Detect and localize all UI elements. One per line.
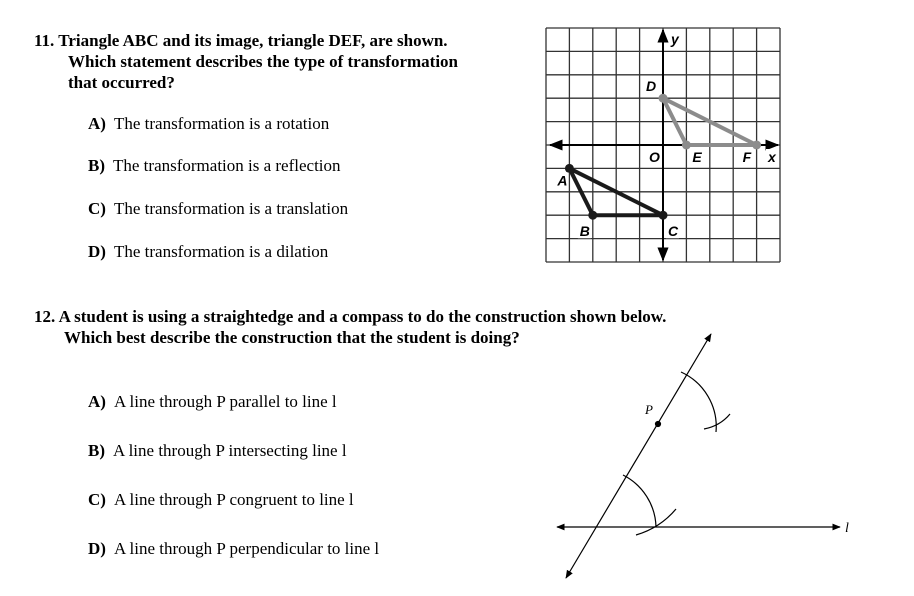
option-letter: C) <box>88 490 106 509</box>
option-text: The transformation is a reflection <box>113 156 341 175</box>
option-letter: B) <box>88 156 105 175</box>
vertex-label-c: C <box>668 223 679 240</box>
vertex-label-f: F <box>742 149 752 165</box>
option-text: The transformation is a dilation <box>113 242 329 261</box>
coordinate-grid <box>546 28 780 262</box>
stem-line: Which statement describes the type of transformation <box>68 52 458 71</box>
option-letter: B) <box>88 441 105 460</box>
vertex-b <box>588 211 597 220</box>
point-p-label: P <box>645 402 653 417</box>
question-number: 12. <box>34 307 56 326</box>
vertex-label-b: B <box>579 223 590 240</box>
vertex-label-d: D <box>646 78 657 95</box>
compass-arc <box>704 414 730 429</box>
y-axis-label: y <box>671 31 679 47</box>
question-number: 11. <box>34 31 55 50</box>
vertex-d <box>659 94 668 103</box>
vertex-label-a: A <box>557 172 568 189</box>
point-p <box>656 422 661 427</box>
vertex-c <box>659 211 668 220</box>
option-text: A line through P congruent to line l <box>113 490 354 509</box>
transversal-line <box>566 334 711 578</box>
vertex-label-e: E <box>692 149 702 165</box>
origin-label: O <box>649 149 660 165</box>
line-l-label: l <box>845 521 849 536</box>
option-letter: D) <box>88 539 106 558</box>
vertex-f <box>752 141 761 150</box>
stem-line: A student is using a straightedge and a compass to do the construction shown below. <box>58 307 667 326</box>
option-letter: D) <box>88 242 106 261</box>
compass-arc <box>623 475 656 527</box>
stem-line: Triangle ABC and its image, triangle DEF, are shown. <box>58 31 448 50</box>
stem-line: that occurred? <box>68 73 175 92</box>
option-letter: C) <box>88 199 106 218</box>
option-text: A line through P intersecting line l <box>113 441 347 460</box>
option-text: A line through P parallel to line l <box>113 392 337 411</box>
option-text: The transformation is a rotation <box>113 114 330 133</box>
stem-line: Which best describe the construction that the student is doing? <box>64 328 520 347</box>
option-letter: A) <box>88 114 106 133</box>
compass-arc <box>681 372 716 432</box>
option-text: The transformation is a translation <box>113 199 349 218</box>
option-letter: A) <box>88 392 106 411</box>
option-text: A line through P perpendicular to line l <box>113 539 380 558</box>
construction-figure <box>557 334 840 578</box>
x-axis-label: x <box>768 149 776 165</box>
vertex-e <box>682 141 691 150</box>
